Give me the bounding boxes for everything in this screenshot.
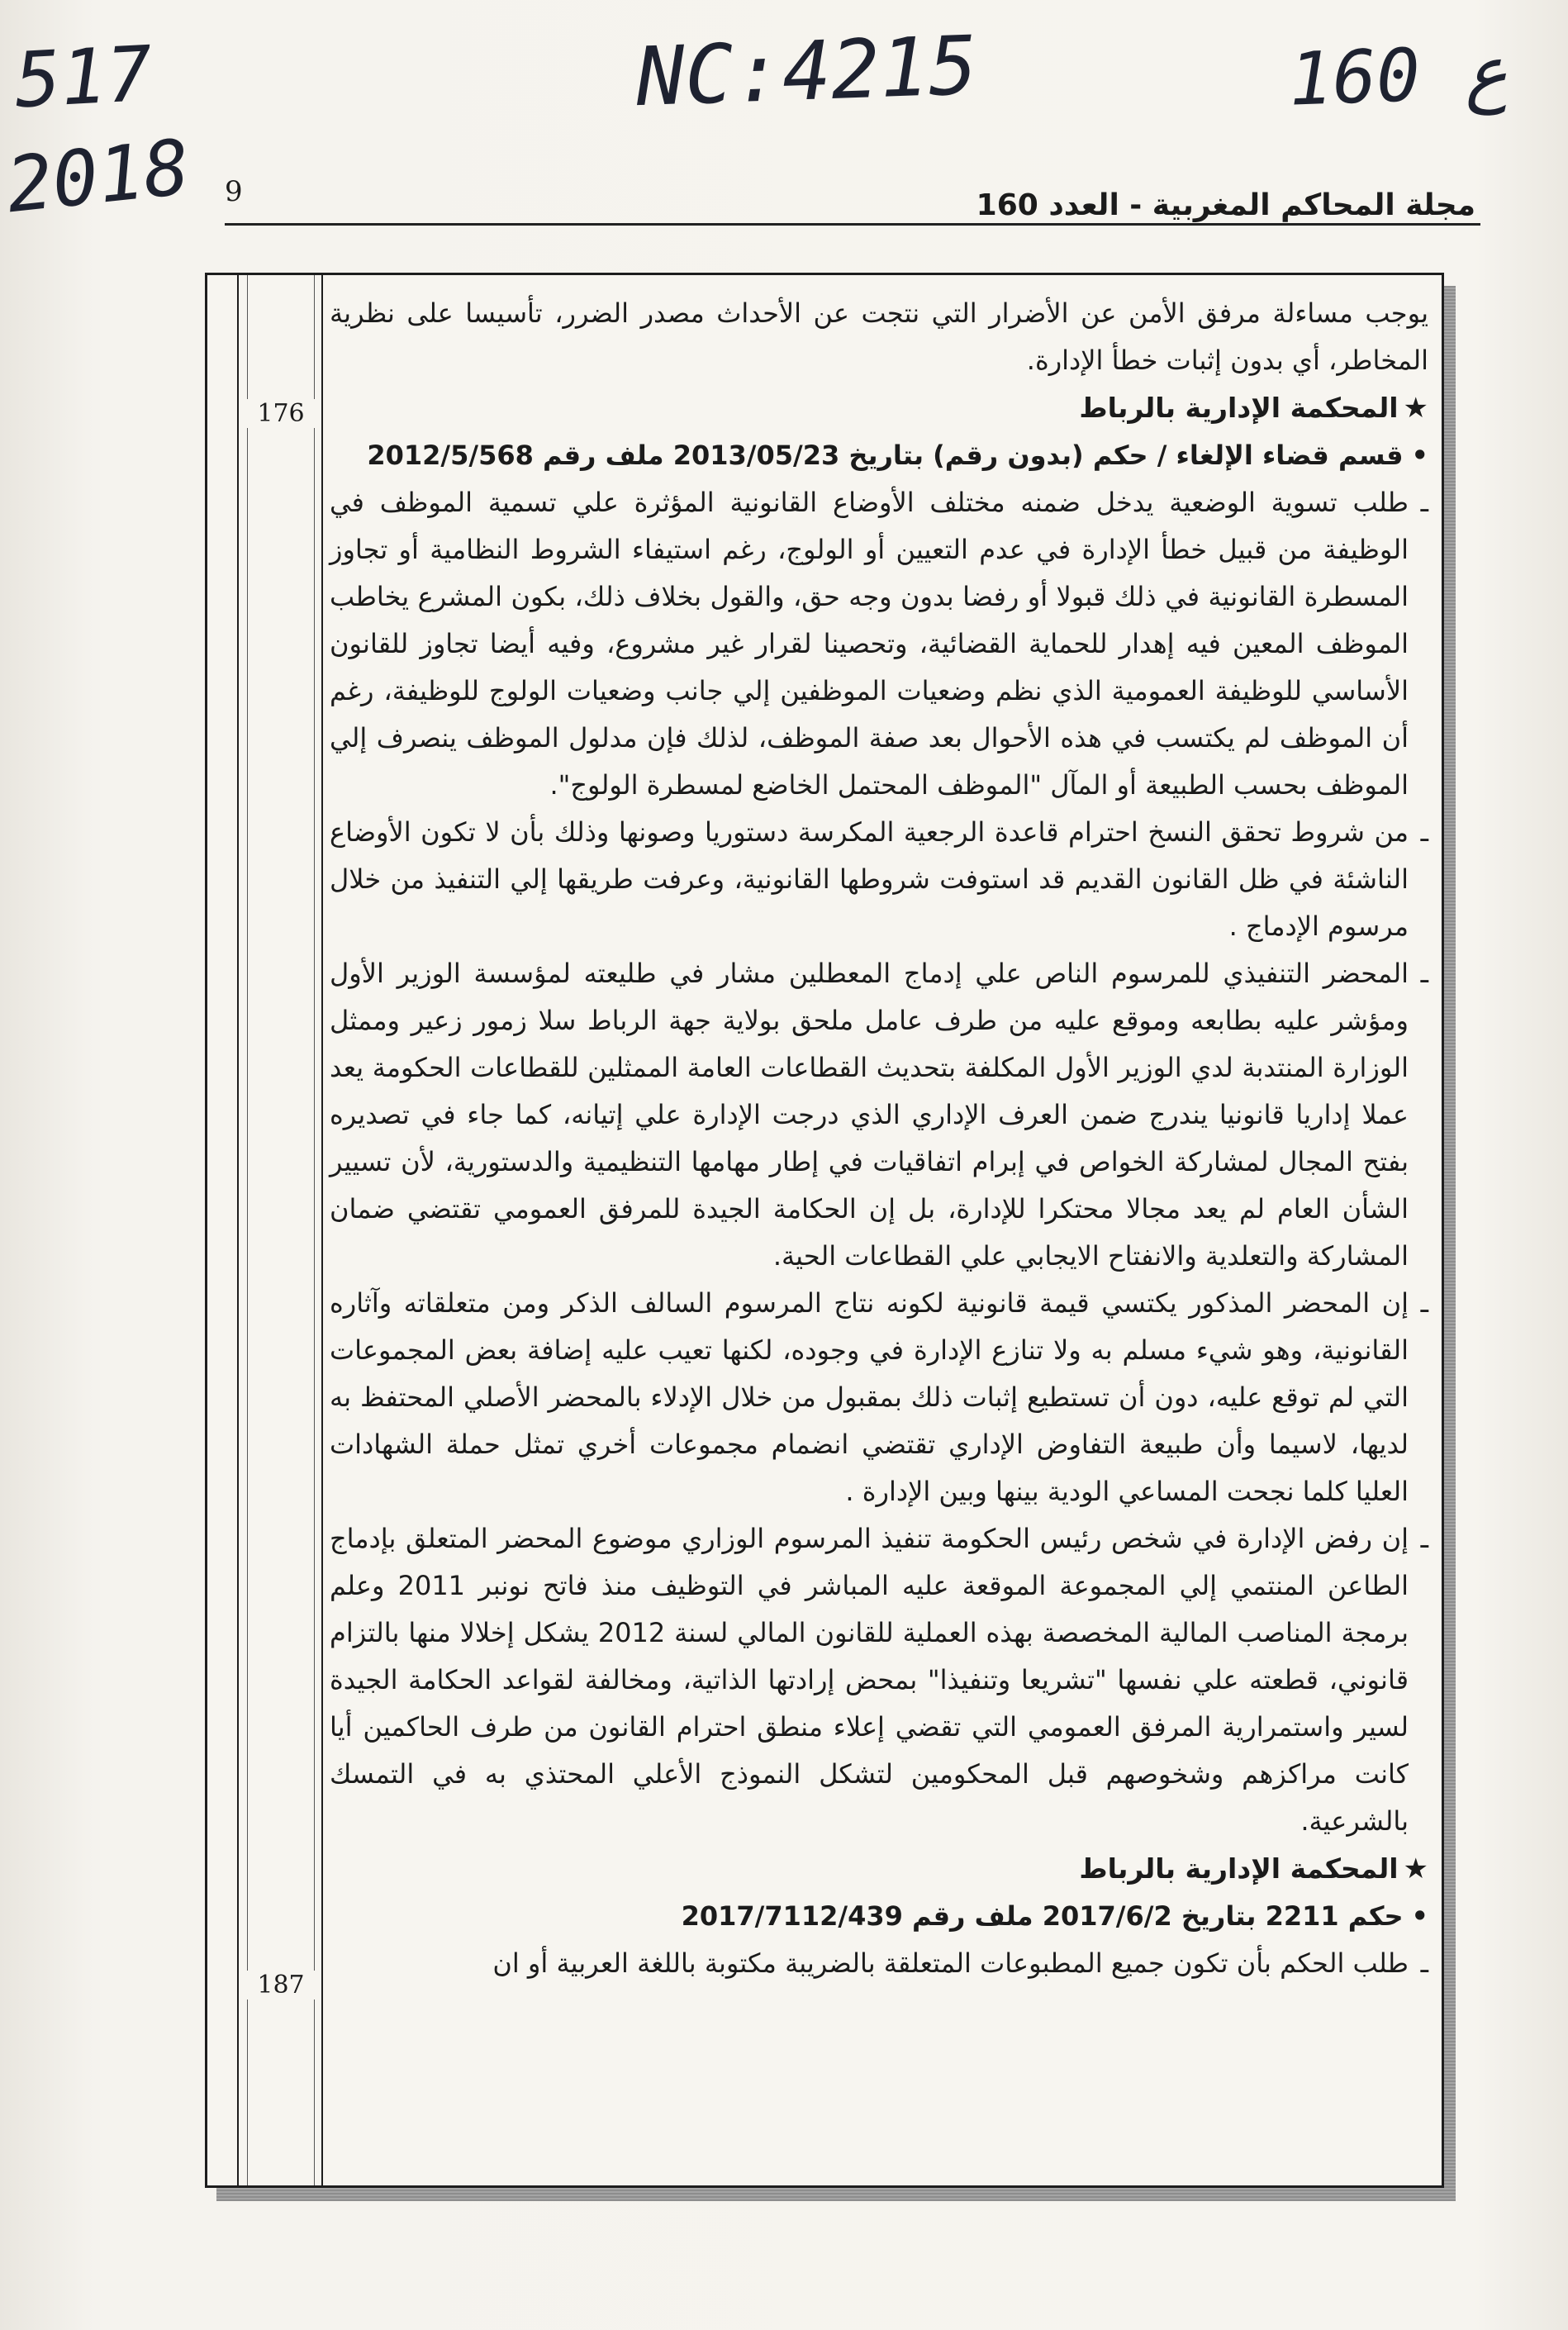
bullet-icon: • [1411,1900,1428,1932]
ruling-paragraph [330,950,1428,1280]
ruling-text: إن رفض الإدارة في شخص رئيس الحكومة تنفيذ المرسوم الوزاري موضوع المحضر المتعلق بإدماج الطاعن المنتمي إلي المجموعة الموقعة عليه المباشر في التوظيف منذ فاتح نونبر 2011 وعلم برمجة المناصب المالية المخصصة بهذه العملية للقانون المالي لسنة 2012 يشكل إخلالا منها بالتزام قانوني، قطعته علي نفسها "تشريعا وتنفيذا" بمحض إرادتها الذاتية، ومخالفة لقواعد الحكامة الجيدة لسير واستمرارية المرفق العمومي التي تقضي إعلاء منطق احترام القانون من طرف الحاكمين أيا كانت مراكزهم وشخوصهم قبل المحكومين لتشكل النموذج الأعلي المحتذي به في التمسك بالشرعية. [330,1523,1409,1837]
court-heading [330,1845,1428,1893]
article-body [330,290,1428,1987]
dash-marker: ـ [1420,958,1428,989]
ruling-text: طلب تسوية الوضعية يدخل ضمنه مختلف الأوضاع القانونية المؤثرة علي تسمية الموظف في الوظيفة من قبيل خطأ الإدارة في عدم التعيين أو الولوج، رغم استيفاء الشروط النظامية أو تجاوز المسطرة القانونية في ذلك قبولا أو رفضا بدون وجه حق، والقول بخلاف ذلك، بكون المشرع يخاطب الموظف المعين فيه إهدار للحماية القضائية، وتحصينا لقرار غير مشروع، وفيه أيضا تجاوز للقانون الأساسي للوظيفة العمومية الذي نظم وضعيات الموظفين إلي جانب وضعيات الولوج للوظيفة، رغم أن الموظف لم يكتسب في هذه الأحوال بعد صفة الموظف، لذلك فإن مدلول الموظف ينصرف إلي الموظف بحسب الطبيعة أو المآل "الموظف المحتمل الخاضع لمسطرة الولوج". [330,487,1409,801]
dash-marker: ـ [1420,1287,1428,1319]
star-icon: ★ [1403,1852,1428,1885]
journal-title: مجلة المحاكم المغربية - العدد 160 [976,188,1475,222]
judgment-reference [330,1893,1428,1940]
intro-paragraph: يوجب مساءلة مرفق الأمن عن الأضرار التي نتجت عن الأحداث مصدر الضرر، تأسيسا على نظرية المخاطر، أي بدون إثبات خطأ الإدارة. [330,297,1428,376]
star-icon: ★ [1403,392,1428,425]
content-box [205,273,1444,2188]
court-name: المحكمة الإدارية بالرباط [1079,1852,1399,1885]
handwritten-issue-right: 160 ع [1287,29,1509,122]
handwritten-reference-center: NC:4215 [634,18,979,126]
ruling-text: المحضر التنفيذي للمرسوم الناص علي إدماج المعطلين مشار في طليعته لمؤسسة الوزير الأول ومؤشر عليه بطابعه وموقع عليه من طرف عامل ملحق بولاية جهة الرباط سلا زمور زعير وممثل الوزارة المنتدبة لدي الوزير الأول المكلفة بتحديث القطاعات العامة الممثلين للقطاعات الحكومة يعد عملا إداريا قانونيا يندرج ضمن العرف الإداري الذي درجت الإدارة علي إتيانه، كما جاء في تصديره بفتح المجال لمشاركة الخواص في إبرام اتفاقيات في إطار مهامها التنظيمية والدستورية، لأن تسيير الشأن العام لم يعد مجالا محتكرا للإدارة، بل إن الحكامة الجيدة للمرفق العمومي تقتضي ضمان المشاركة والتعلدية والانفتاح الايجابي علي القطاعات الحية. [330,958,1409,1272]
judgment-text: حكم 2211 بتاريخ 2017/6/2 ملف رقم 2017/7112/439 [681,1900,1404,1932]
ruling-text: إن المحضر المذكور يكتسي قيمة قانونية لكونه نتاج المرسوم السالف الذكر ومن متعلقاته وآثاره القانونية، وهو شيء مسلم به ولا تنازع الإدارة في وجوده، لكنها تعيب عليه إضافة بعض المجموعات التي لم توقع عليه، دون أن تستطيع إثبات ذلك بمقبول من خلال الإدلاء بالمحضر الأصلي المحتفظ به لديها، لاسيما وأن طبيعة التفاوض الإداري تقتضي انضمام مجموعات أخري تمثل حملة الشهادات العليا كلما نجحت المساعي الودية بينها وبين الإدارة . [330,1287,1409,1507]
header-rule [225,223,1480,226]
margin-reference-number: 187 [247,1971,315,2000]
margin-reference-column [237,275,323,2185]
judgment-text: قسم قضاء الإلغاء / حكم (بدون رقم) بتاريخ 2013/05/23 ملف رقم 2012/5/568 [367,440,1404,471]
court-name: المحكمة الإدارية بالرباط [1079,392,1399,424]
bullet-icon: • [1411,440,1428,471]
dash-marker: ـ [1420,487,1428,518]
ruling-paragraph [330,1940,1428,1987]
dash-marker: ـ [1420,1523,1428,1554]
dash-marker: ـ [1420,1947,1428,1979]
ruling-text: من شروط تحقق النسخ احترام قاعدة الرجعية المكرسة دستوريا وصونها وذلك بأن لا تكون الأوضاع الناشئة في ظل القانون القديم قد استوفت شروطها القانونية، وعرفت طريقها إلي التنفيذ من خلال مرسوم الإدماج . [330,816,1409,942]
ruling-paragraph [330,1280,1428,1515]
dash-marker: ـ [1420,816,1428,848]
page-number: 9 [225,175,243,208]
judgment-reference [330,432,1428,479]
handwritten-number-left: 517 [12,29,154,126]
ruling-paragraph [330,809,1428,950]
margin-reference-number: 176 [247,399,315,428]
ruling-paragraph [330,1515,1428,1845]
handwritten-year-left: 2018 [2,122,194,231]
court-heading [330,384,1428,432]
ruling-paragraph [330,479,1428,809]
ruling-text: طلب الحكم بأن تكون جميع المطبوعات المتعلقة بالضريبة مكتوبة باللغة العربية أو ان [492,1947,1409,1979]
